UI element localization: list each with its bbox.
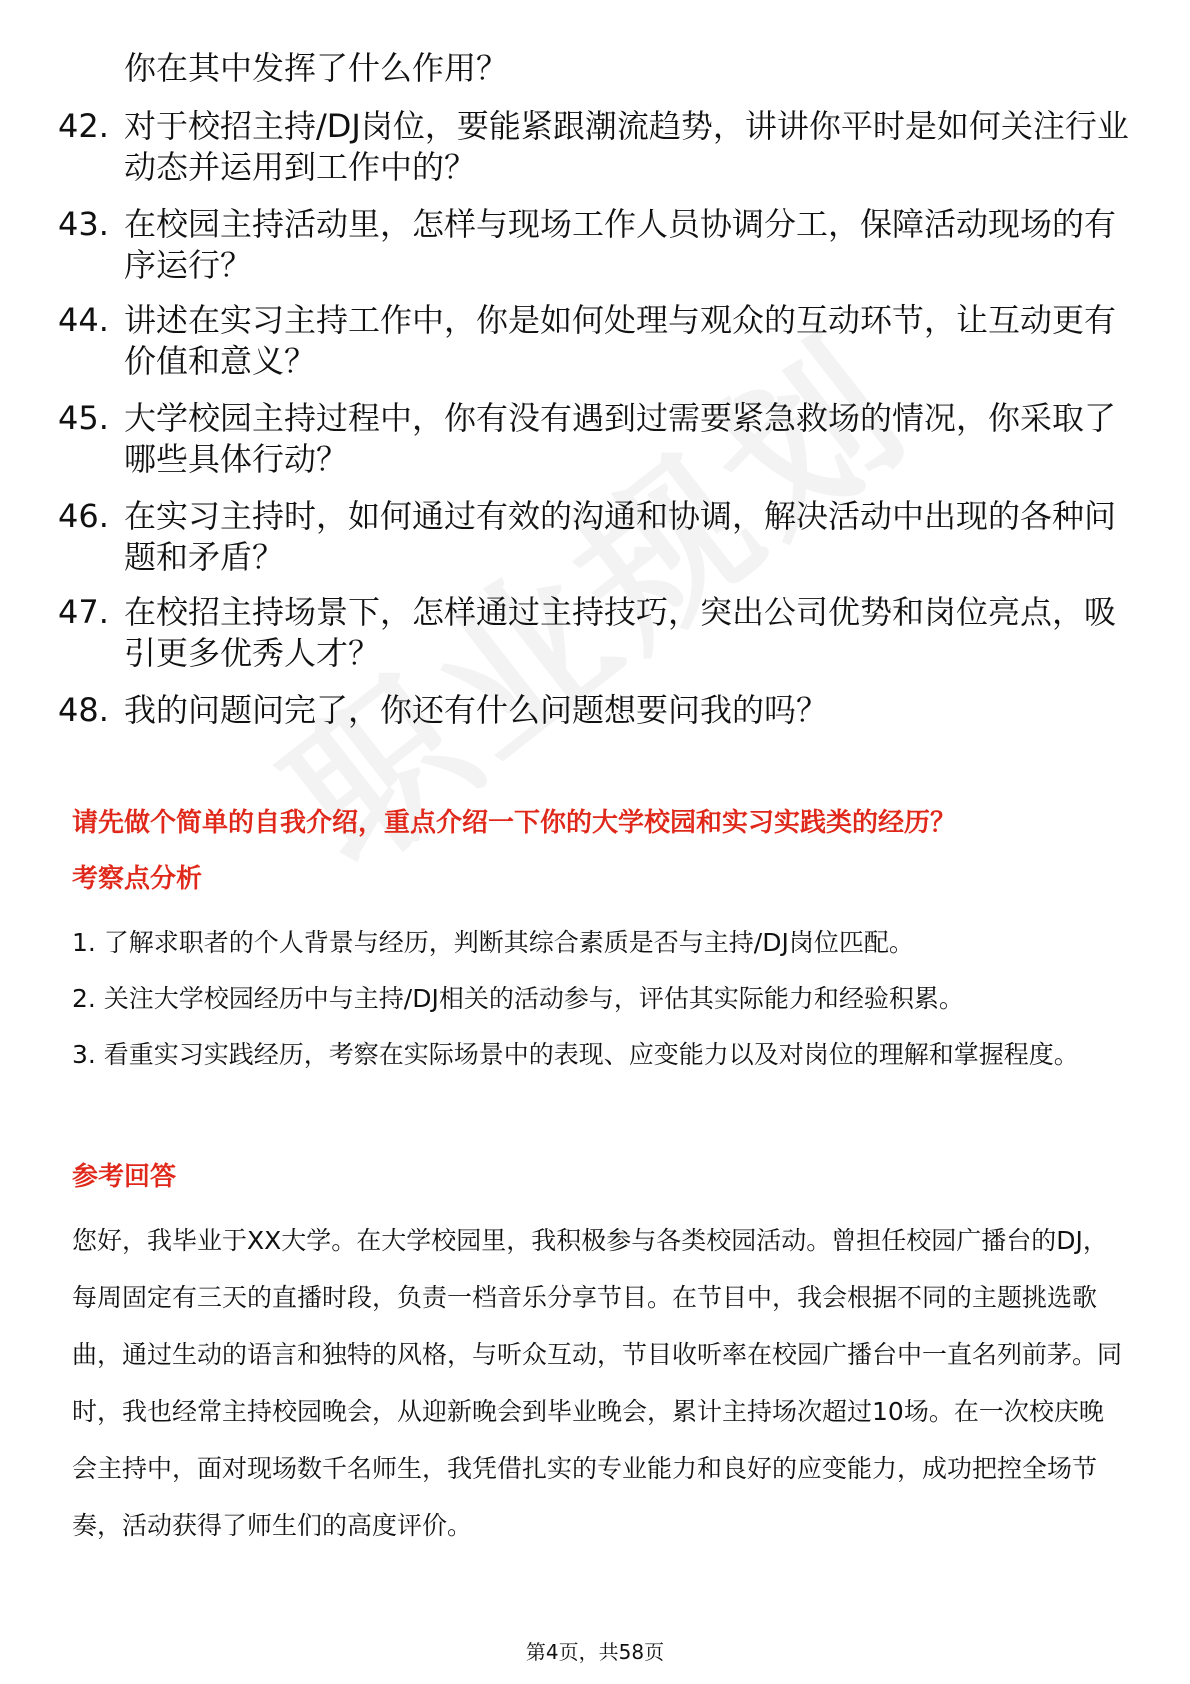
analysis-point: 1. 了解求职者的个人背景与经历，判断其综合素质是否与主持/DJ岗位匹配。 [72,928,914,957]
question-text: 对于校招主持/DJ岗位，要能紧跟潮流趋势，讲讲你平时是如何关注行业动态并运用到工作中的？ [124,107,1129,186]
analysis-point: 2. 关注大学校园经历中与主持/DJ相关的活动参与，评估其实际能力和经验积累。 [72,984,964,1013]
question-text: 在校招主持场景下，怎样通过主持技巧，突出公司优势和岗位亮点，吸引更多优秀人才？ [124,593,1117,672]
question-number: 42. [58,107,109,145]
question-number: 46. [58,497,109,535]
page-footer: 第4页，共58页 [525,1640,665,1664]
answer-paragraph: 您好，我毕业于XX大学。在大学校园里，我积极参与各类校园活动。曾担任校园广播台的DJ，每周固定有三天的直播时段，负责一档音乐分享节目。在节目中，我会根据不同的主题挑选歌曲，通过生动的语言和独特的风格，与听众互动，节目收听率在校园广播台中一直名列前茅。同时，我也经常主持校园晚会，从迎新晚会到毕业晚会，累计主持场次超过10场。在一次校庆晚会主持中，面对现场数千名师生，我凭借扎实的专业能力和良好的应变能力，成功把控全场节奏，活动获得了师生们的高度评价。 [72,1226,1123,1540]
question-number: 43. [58,205,109,243]
question-item [58,592,1138,674]
question-item [58,204,1138,286]
section-title: 请先做个简单的自我介绍，重点介绍一下你的大学校园和实习实践类的经历？ [72,808,957,838]
question-number: 48. [58,691,109,729]
question-number: 47. [58,593,109,631]
question-item [58,496,1138,578]
answer-heading: 参考回答 [72,1162,177,1192]
question-number: 44. [58,301,109,339]
question-text: 我的问题问完了，你还有什么问题想要问我的吗？ [124,691,829,729]
question-text: 大学校园主持过程中，你有没有遇到过需要紧急救场的情况，你采取了哪些具体行动？ [124,399,1117,478]
question-item [58,398,1138,480]
analysis-point: 3. 看重实习实践经历，考察在实际场景中的表现、应变能力以及对岗位的理解和掌握程度。 [72,1040,1079,1069]
question-text: 在校园主持活动里，怎样与现场工作人员协调分工，保障活动现场的有序运行？ [124,205,1117,284]
question-text: 在实习主持时，如何通过有效的沟通和协调，解决活动中出现的各种问题和矛盾？ [124,497,1117,576]
question-text: 讲述在实习主持工作中，你是如何处理与观众的互动环节，让互动更有价值和意义？ [124,301,1117,380]
question-item [58,690,1138,731]
question-number: 45. [58,399,109,437]
question-item [58,300,1138,382]
analysis-heading: 考察点分析 [72,864,203,894]
question-item [58,106,1138,188]
question-text: 你在其中发挥了什么作用？ [124,49,509,87]
question-item [58,48,1138,89]
